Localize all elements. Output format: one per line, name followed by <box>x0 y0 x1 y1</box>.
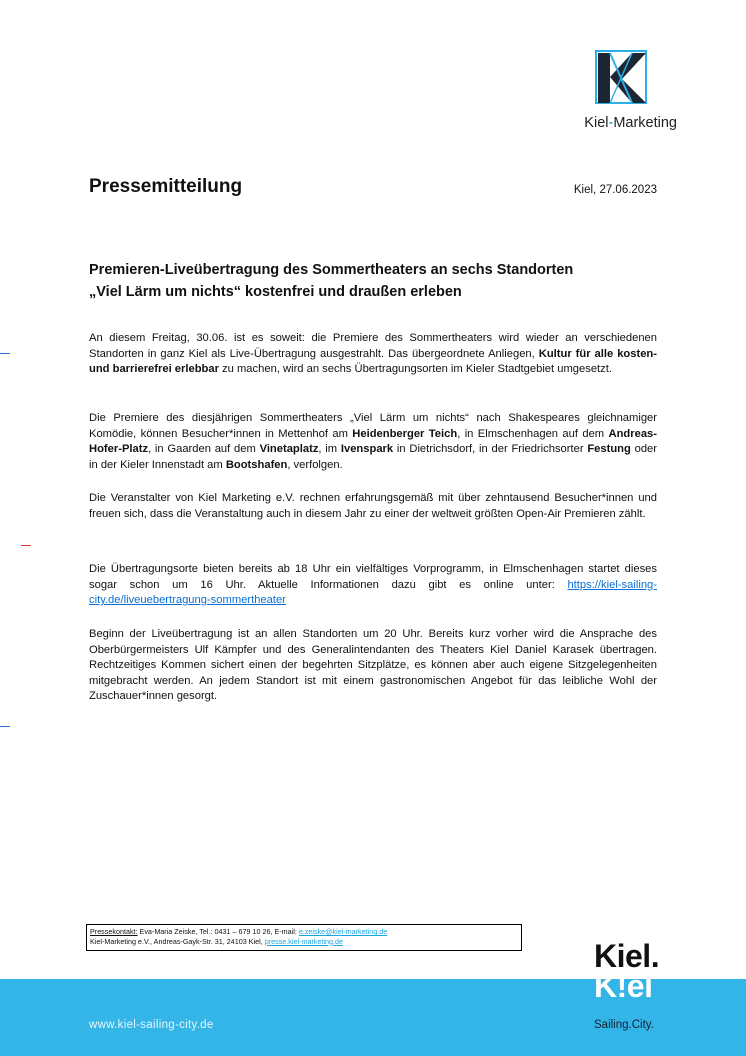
paragraph-1: An diesem Freitag, 30.06. ist es soweit: die Premiere des Sommertheaters wird wieder an verschiedenen Standorten in ganz Kiel als Live-Übertragung ausgestrahlt. Das übergeordnete Anliegen, Kultur für alle kosten- und barrierefrei erlebbar zu machen, wird an sechs Übertragungsorten im Kieler Stadtgebiet umgesetzt. <box>89 332 657 375</box>
paragraph-3: Die Veranstalter von Kiel Marketing e.V. rechnen erfahrungsgemäß mit über zehntausend Besucher*innen und freuen sich, dass die Veranstaltung auch in diesem Jahr zu einer der weltweit größten Open-Air Premieren zählt. <box>89 492 657 520</box>
sommertheater-link[interactable]: https://kiel-sailing-city.de/liveuebertragung-sommertheater <box>89 578 657 606</box>
kiel-marketing-logo-icon <box>594 49 648 105</box>
contact-line-2: Kiel-Marketing e.V., Andreas-Gayk-Str. 31, 24103 Kiel, presse.kiel-marketing.de <box>90 936 344 946</box>
hole-punch-mark <box>21 545 31 546</box>
headline-line-2: „Viel Lärm um nichts“ kostenfrei und draußen erleben <box>89 284 462 300</box>
fold-mark-top <box>0 353 10 354</box>
fold-mark-bottom <box>0 726 10 727</box>
press-contact-box <box>86 924 522 951</box>
footer-slogan: Sailing.City. <box>594 1019 654 1031</box>
paragraph-2: Die Premiere des diesjährigen Sommertheaters „Viel Lärm um nichts“ nach Shakespeares gleichnamiger Komödie, können Besucher*innen in Mettenhof am Heidenberger Teich, in Elmschenhagen auf dem Andreas-Hofer-Platz, in Gaarden auf dem Vinetaplatz, im Ivenspark in Dietrichsdorf, in der Friedrichsorter Festung oder in der Kieler Innenstadt am Bootshafen, verfolgen. <box>89 412 658 471</box>
logo-wordmark: Kiel-Marketing <box>584 115 677 131</box>
headline <box>89 259 659 303</box>
page-title: Pressemitteilung <box>89 176 243 197</box>
press-site-link[interactable]: presse.kiel-marketing.de <box>264 936 344 946</box>
kiel-logo-top: Kiel. <box>594 938 660 974</box>
headline-line-1: Premieren-Liveübertragung des Sommertheaters an sechs Standorten <box>89 262 574 278</box>
kiel-logo-bottom: K!el <box>594 968 653 1004</box>
release-date: Kiel, 27.06.2023 <box>573 184 657 196</box>
footer-url: www.kiel-sailing-city.de <box>89 1019 214 1031</box>
paragraph-4: Die Übertragungsorte bieten bereits ab 18 Uhr ein vielfältiges Vorprogramm, in Elmschenhagen startet dieses sogar schon um 16 Uhr. Aktuelle Informationen dazu gibt es online unter: https://kiel-sailing-city.de/liveuebertragung-sommertheater <box>89 563 657 606</box>
paragraph-5: Beginn der Liveübertragung ist an allen Standorten um 20 Uhr. Bereits kurz vorher wird die Ansprache des Oberbürgermeisters Ulf Kämpfer und des Generalintendanten des Theaters Kiel Daniel Karasek übertragen. Rechtzeitiges Kommen sichert einen der begehrten Sitzplätze, es können aber auch eigene Sitzgelegenheiten mitgebracht werden. An jedem Standort ist mit einem gastronomischen Angebot für das leibliche Wohl der Zuschauer*innen gesorgt. <box>89 628 657 702</box>
contact-email-link[interactable]: e.zeiske@kiel-marketing.de <box>298 927 388 936</box>
contact-line-1: Pressekontakt: Eva-Maria Zeiske, Tel.: 0431 – 679 10 26, E-mail: e.zeiske@kiel-marketing.de <box>90 927 388 936</box>
